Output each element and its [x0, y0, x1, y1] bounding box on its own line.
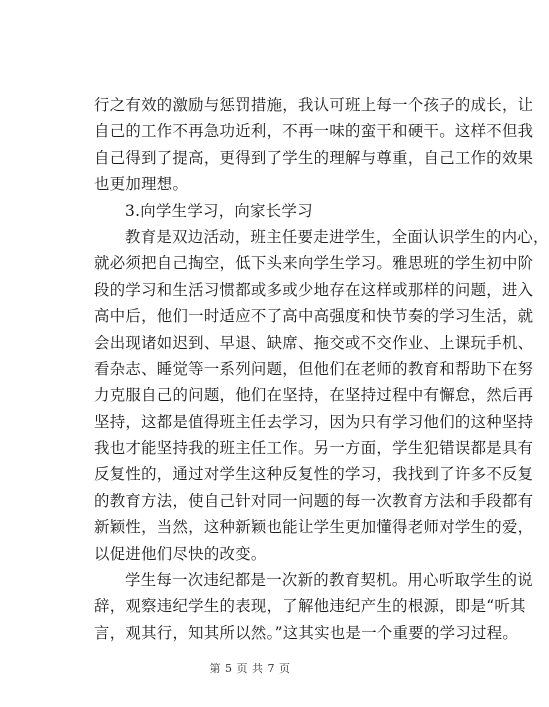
- text-line: 以促进他们尽快的改变。: [94, 544, 267, 563]
- text-line: 就必须把自己掏空，低下头来向学生学习。雅思班的学生初中阶: [94, 254, 534, 273]
- text-line: 言，观其行，知其所以然。”这其实也是一个重要的学习过程。: [94, 623, 519, 642]
- text-line: 会出现诸如迟到、早退、缺席、拖交或不交作业、上课玩手机、: [94, 333, 534, 352]
- text-line: 教育是双边活动，班主任要走进学生，全面认识学生的内心，: [125, 227, 549, 246]
- text-line: 自己的工作不再急功近利，不再一味的蛮干和硬干。这样不但我: [94, 122, 534, 141]
- text-line: 力克服自己的问题，他们在坚持，在坚持过程中有懈怠，然后再: [94, 386, 534, 405]
- text-line: 的教育方法，使自己针对同一问题的每一次教育方法和手段都有: [94, 491, 534, 510]
- text-line: 也更加理想。: [94, 175, 189, 194]
- text-line: 反复性的，通过对学生这种反复性的学习，我找到了许多不反复: [94, 465, 534, 484]
- text-line: 看杂志、睡觉等一系列问题，但他们在老师的教育和帮助下在努: [94, 359, 534, 378]
- text-line: 自己得到了提高，更得到了学生的理解与尊重，自己工作的效果: [94, 148, 534, 167]
- text-line: 新颖性，当然，这种新颖也能让学生更加懂得老师对学生的爱，: [94, 518, 534, 537]
- text-line: 段的学习和生活习惯都或多或少地存在这样或那样的问题，进入: [94, 280, 534, 299]
- page-footer: [0, 660, 500, 676]
- text-line: 行之有效的激励与惩罚措施，我认可班上每一个孩子的成长，让: [94, 96, 534, 114]
- text-line: 坚持，这都是值得班主任去学习，因为只有学习他们的这种坚持: [94, 412, 534, 431]
- text-line: 学生每一次违纪都是一次新的教育契机。用心听取学生的说: [125, 571, 533, 590]
- text-line: 我也才能坚持我的班主任工作。另一方面，学生犯错误都是具有: [94, 439, 534, 458]
- text-line: 高中后，他们一时适应不了高中高强度和快节奏的学习生活，就: [94, 307, 534, 326]
- text-line: 辞，观察违纪学生的表现，了解他违纪产生的根源，即是“听其: [94, 597, 526, 616]
- section-heading: 3.向学生学习，向家长学习: [125, 201, 313, 220]
- page-number: 第 5 页 共 7 页: [209, 662, 291, 675]
- body-text: [94, 92, 549, 646]
